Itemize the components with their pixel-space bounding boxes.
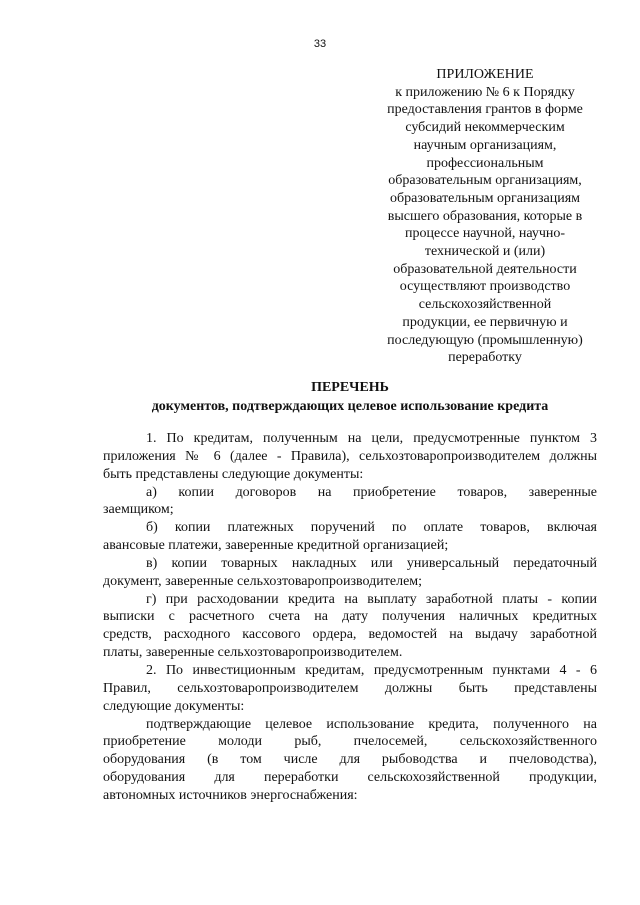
appendix-line: образовательным организациям [390,190,580,206]
appendix-line: продукции, ее первичную и [402,314,568,330]
appendix-line: предоставления грантов в форме [387,102,583,118]
paragraph [103,716,597,805]
appendix-line: профессиональным [426,155,544,171]
paragraph-line: оборудования для переработки сельскохозяйственной продукции, [103,770,597,786]
paragraph-line: документ, заверенные сельхозтоваропроизводителем; [103,573,423,589]
paragraph-line: Правил, сельхозтоваропроизводителем должны быть представлены [103,680,597,696]
paragraph-line: автономных источников энергоснабжения: [103,787,358,803]
paragraph-line: б) копии платежных поручений по оплате товаров, включая [146,520,597,536]
paragraph-line: приложения № 6 (далее - Правила), сельхозтоваропроизводителем должны [103,448,597,464]
paragraph [103,519,597,555]
paragraph-line: выписки с расчетного счета на дату получения наличных кредитных [103,609,597,625]
appendix-line: образовательным организациям, [388,173,582,189]
paragraph-line: средств, расходного кассового ордера, ведомостей на выдачу заработной [103,627,597,643]
paragraph-line: оборудования (в том числе для рыбоводства и пчеловодства), [103,752,597,768]
paragraph-line: 2. По инвестиционным кредитам, предусмотренным пунктами 4 - 6 [146,662,597,678]
paragraph-line: быть представлены следующие документы: [103,466,364,482]
paragraph-line: приобретение молоди рыб, пчелосемей, сельскохозяйственного [103,734,597,750]
paragraph-line: г) при расходовании кредита на выплату заработной платы - копии [146,591,597,607]
paragraph-line: подтверждающие целевое использование кредита, полученного на [146,716,597,732]
appendix-line: ПРИЛОЖЕНИЕ [436,67,534,82]
appendix-line: переработку [448,350,522,366]
paragraph [103,591,597,662]
appendix-line: к приложению № 6 к Порядку [395,84,575,100]
appendix-line: научным организациям, [413,137,557,153]
paragraph-line: платы, заверенные сельхозтоваропроизводителем. [103,645,403,661]
appendix-line: субсидий некоммерческим [405,120,565,136]
paragraph-line: заемщиком; [103,502,174,518]
page-number: 33 [313,38,327,50]
paragraph-line: авансовые платежи, заверенные кредитной организацией; [103,538,449,554]
paragraph-line: а) копии договоров на приобретение товаров, заверенные [146,484,597,500]
paragraph [103,484,597,520]
paragraph-line: в) копии товарных накладных или универсальный передаточный [146,555,597,571]
document-body [103,430,597,805]
paragraph [103,555,597,591]
appendix-line: последующую (промышленную) [387,332,583,348]
heading-title: ПЕРЕЧЕНЬ [311,380,389,395]
paragraph-line: 1. По кредитам, полученным на цели, предусмотренные пунктом 3 [146,431,597,446]
paragraph [103,662,597,716]
appendix-line: процессе научной, научно- [404,226,566,242]
paragraph [103,430,597,484]
paragraph-line: следующие документы: [103,698,245,714]
appendix-line: технической и (или) [424,244,546,260]
appendix-line: сельскохозяйственной [418,297,552,313]
appendix-line: осуществляют производство [399,279,571,295]
appendix-line: образовательной деятельности [393,261,577,277]
appendix-line: высшего образования, которые в [387,208,583,224]
document-heading [100,378,600,416]
heading-subtitle: документов, подтверждающих целевое использование кредита [151,399,549,414]
appendix-block [370,66,600,367]
